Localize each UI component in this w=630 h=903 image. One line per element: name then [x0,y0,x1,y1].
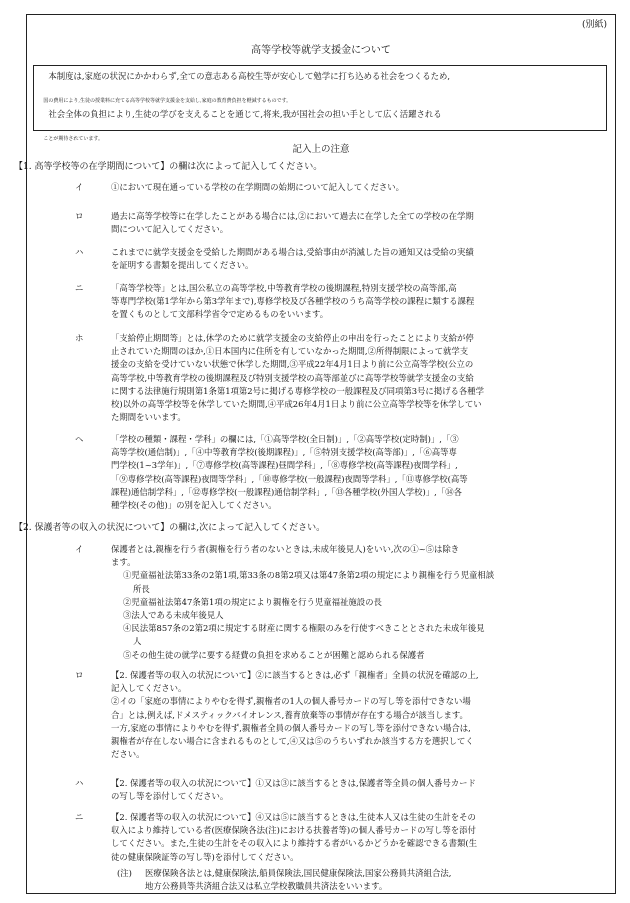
item-line: 過去に高等学校等に在学したことがある場合には,②において過去に在学した全ての学校の在学期 [111,211,474,221]
footnote-mark: (注) [117,868,132,878]
item-line: 校)以外の高等学校等を休学していた期間,④平成26年4月1日より前に公立高等学校等を休学してい [111,399,482,410]
item-line: の写し等を添付してください。 [111,791,229,802]
item-line: 援金の支給を受けていない状態で休学した期間,③平成22年4月1日より前に公立高等学校(公立の [111,359,474,370]
item-mark: イ [75,544,84,554]
exclusion-item: ⑤その他生徒の就学に要する経費の負担を求めることが困難と認められる保護者 [123,649,425,660]
item-line: 等専門学校(第1学年から第3学年まで),専修学校及び各種学校のうち高等学校の課程に類する課程 [111,296,475,307]
item-line: 一方,家庭の事情によりやむを得ず,親権者全員の個人番号カードの写し等を添付できない場合は, [111,722,471,733]
item-line: してください。また,生徒の生計をその収入により維持する者がいるかどうかを確認できる書類(生 [111,838,478,849]
item-mark: ハ [75,778,84,788]
exclusion-item: 人 [133,636,142,647]
intro-box [33,65,607,142]
item-line: を証明する書類を提出してください。 [111,260,254,271]
annex-label: (別紙) [581,20,607,30]
item-line: 間について記入してください。 [111,224,229,235]
item-mark: ニ [75,812,84,822]
item-line: 「高等学校等」とは,国公私立の高等学校,中等教育学校の後期課程,特別支援学校の高等部,高 [111,283,457,293]
page-title: 高等学校等就学支援金について [251,45,391,56]
notes-title: 記入上の注意 [292,144,350,155]
footnote-line: 医療保険各法とは,健康保険法,船員保険法,国民健康保険法,国家公務員共済組合法, [145,868,452,878]
item-line: た期間をいいます。 [111,412,186,423]
item-mark: ニ [75,283,84,293]
intro-line: 本制度は,家庭の状況にかかわらず,全ての意志ある高校生等が安心して勉学に打ち込める社会をつくるため, [48,71,450,81]
item-line: 高等学校,中等教育学校の後期課程及び特別支援学校の高等部並びに高等学校等就学支援金の支給 [111,372,474,383]
item-line: 【2. 保護者等の収入の状況について】④又は⑤に該当するときは,生徒本人又は生徒の生計をその [111,812,476,822]
footnote-line: 地方公務員等共済組合法又は私立学校教職員共済法をいいます。 [145,881,388,891]
exclusion-item: 所長 [133,583,150,594]
item-line: 徒の健康保険証等の写し等)を添付してください。 [111,851,299,862]
item-line: ①において現在通っている学校の在学期間の始期について記入してください。 [111,182,404,192]
intro-line: 社会全体の負担により,生徒の学びを支えることを通じて,将来,我が国社会の担い手として広く活躍される [48,108,442,119]
item-line: これまでに就学支援金を受給した期間がある場合は,受給事由が消滅した旨の通知又は受給の実績 [111,247,474,257]
section2-heading: 【2. 保護者等の収入の状況について】の欄は,次によって記入してください。 [14,523,326,533]
item-line: ださい。 [111,749,145,760]
exclusion-item: ①児童福祉法第33条の2第1項,第33条の8第2項又は第47条第2項の規定により親権を行う児童相談 [123,570,495,581]
exclusion-item: ④民法第857条の2第2項に規定する財産に関する権限のみを行使すべきこととされた未成年後見 [123,623,485,634]
intro-line: 国の費用により,生徒の授業料に充てる高等学校等就学支援金を支給し,家庭の教育費負担を軽減するものです。 [43,98,292,104]
section1-heading: 【1. 高等学校等の在学期間について】の欄は次によって記入してください。 [14,162,323,172]
item-mark: ハ [75,247,84,257]
item-line: 収入により維持している者(医療保険各法(注)における扶養者等)の個人番号カードの写し等を添付 [111,825,476,836]
item-mark: イ [75,182,84,192]
item-line: 「支給停止期間等」とは,休学のために就学支援金の支給停止の申出を行ったことにより支給が停 [111,333,474,343]
item-line: 高等学校(通信制)」,「④中等教育学校(後期課程)」,「⑤特別支援学校(高等部)」,「⑥高等専 [111,447,457,458]
item-line: 課程)通信制学科」,「⑫専修学校(一般課程)通信制学科」,「⑬各種学校(外国人学校)」,「⑭各 [111,486,462,497]
item-line: 「学校の種類・課程・学科」の欄には,「①高等学校(全日制)」,「②高等学校(定時制)」,「③ [111,434,459,444]
item-line: 止されていた期間のほか,①日本国内に住所を有していなかった期間,②所得制限によって就学支 [111,346,469,357]
item-line: 【2. 保護者等の収入の状況について】②に該当するときは,必ず「親権者」全員の状況を確認の上, [111,670,479,680]
item-line: 「⑨専修学校(高等課程)夜間等学科」,「⑩専修学校(一般課程)夜間等学科」,「⑪専修学校(高等 [111,473,468,484]
item-line: 門学校(1~3学年)」,「⑦専修学校(高等課程)昼間学科」,「⑧専修学校(高等課程)夜間学科」, [111,460,458,471]
item-mark: ロ [75,670,84,680]
intro-paragraph-2 [40,108,600,146]
item-mark: ホ [75,333,84,343]
exclusion-item: ③法人である未成年後見人 [123,610,224,621]
item-line: 親権者が存在しない場合に含まれるものとして,④又は⑤のうちいずれか該当する方を選択してく [111,736,474,747]
item-line: ②イの「家庭の事情によりやむを得ず,親権者の1人の個人番号カードの写し等を添付できない場 [111,696,471,707]
item-line: 【2. 保護者等の収入の状況について】①又は③に該当するときは,保護者等全員の個人番号カード [111,778,476,788]
item-line: ます。 [111,557,136,568]
item-line: 合」とは,例えば,ドメスティックバイオレンス,養育放棄等の事情が存在する場合が該当します。 [111,709,468,720]
item-mark: ヘ [75,434,84,444]
intro-line: ことが期待されています。 [43,135,103,142]
item-line: 種学校(その他)」の別を記入してください。 [111,500,277,511]
item-line: 記入してください。 [111,683,187,694]
document-page [14,14,616,894]
intro-paragraph-1 [40,70,600,108]
item-line: に関する法律施行規則第1条第1項第2号に掲げる専修学校の一般課程及び同項第3号に掲げる各種学 [111,385,485,396]
item-line: 保護者とは,親権を行う者(親権を行う者のないときは,未成年後見人)をいい,次の①~⑤は除き [111,544,460,554]
item-mark: ロ [75,211,84,221]
item-line: を置くものとして文部科学省令で定めるものをいいます。 [111,309,329,320]
exclusion-item: ②児童福祉法第47条第1項の規定により親権を行う児童福祉施設の長 [123,596,382,607]
